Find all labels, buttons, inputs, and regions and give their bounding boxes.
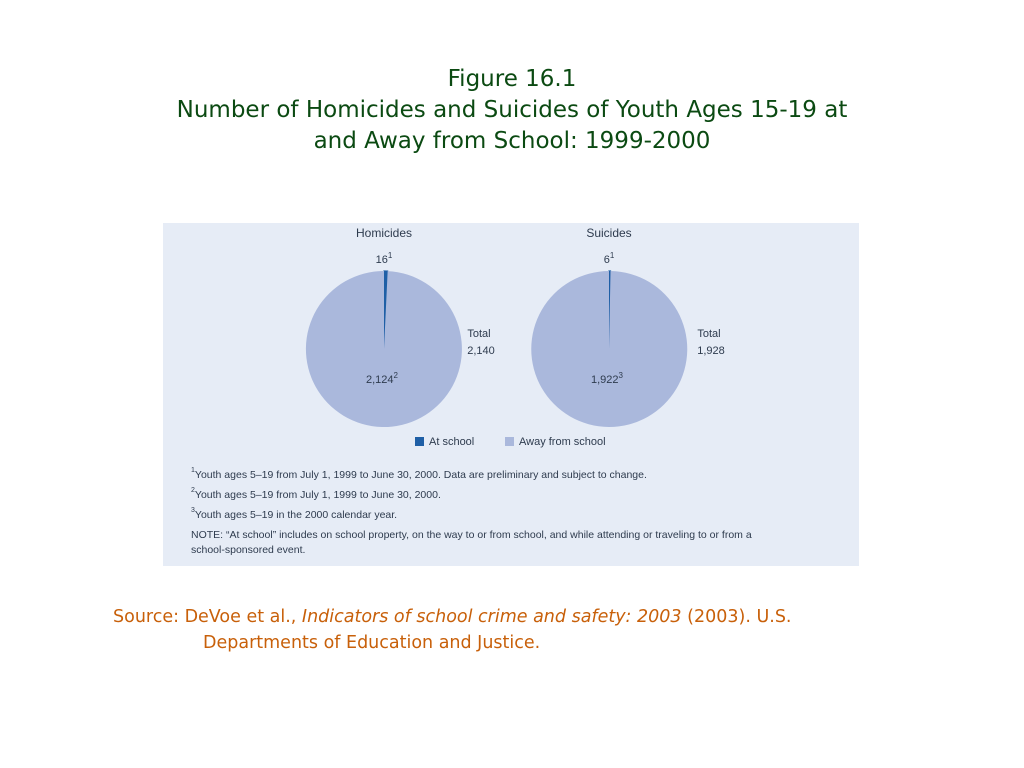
note-line-2: school-sponsored event. <box>191 544 306 556</box>
homicides-slice-away-from-school <box>306 271 462 427</box>
footnote-2-text: Youth ages 5–19 from July 1, 1999 to June 30, 2000. <box>194 489 441 501</box>
figure-title-line-1: Number of Homicides and Suicides of Youth Ages 15-19 at <box>176 97 848 123</box>
footnote-2-ref: 2 <box>191 487 195 494</box>
legend-swatch-at-school <box>415 437 424 446</box>
footnote-1-text: Youth ages 5–19 from July 1, 1999 to June 30, 2000. Data are preliminary and subject to change. <box>194 469 647 481</box>
note-line-1: NOTE: “At school” includes on school property, on the way to or from school, and while attending or traveling to or from a <box>191 529 752 541</box>
figure-number: Figure 16.1 <box>447 66 577 92</box>
suicides-away-label: 1,922$^3$ <box>591 371 623 386</box>
footnote-1 <box>191 469 851 481</box>
legend-swatch-away-from-school <box>505 437 514 446</box>
suicides-at-school-label: $6^1$ <box>603 251 615 266</box>
figure-title <box>0 64 1024 157</box>
footnote-3 <box>191 509 851 521</box>
homicides-at-school-label: $16^1$ <box>375 251 393 266</box>
homicides-total-value: 2,140 <box>467 345 495 357</box>
source-title: Indicators of school crime and safety: 2003 <box>301 607 682 627</box>
homicides-away-label: 2,124$^2$ <box>366 371 398 386</box>
source-suffix: (2003). U.S. <box>681 607 792 627</box>
chart-panel <box>163 223 859 566</box>
suicides-total-value: 1,928 <box>697 345 725 357</box>
homicides-chart-title: Homicides <box>355 226 413 240</box>
footnote-1-ref: 1 <box>191 467 195 474</box>
suicides-chart-title: Suicides <box>586 226 632 240</box>
suicides-total-label: Total <box>697 328 721 340</box>
footnote-2 <box>191 489 851 501</box>
legend-label-away-from-school: Away from school <box>519 436 606 448</box>
footnote-3-ref: 3 <box>191 507 195 514</box>
homicides-total-label: Total <box>467 328 491 340</box>
source-prefix: Source: DeVoe et al., <box>113 607 302 627</box>
footnote-3-text: Youth ages 5–19 in the 2000 calendar year. <box>194 509 398 521</box>
source-line-2: Departments of Education and Justice. <box>203 633 541 653</box>
source-citation <box>113 604 973 656</box>
figure-title-line-2: and Away from School: 1999-2000 <box>313 128 711 154</box>
legend-label-at-school: At school <box>429 436 475 448</box>
